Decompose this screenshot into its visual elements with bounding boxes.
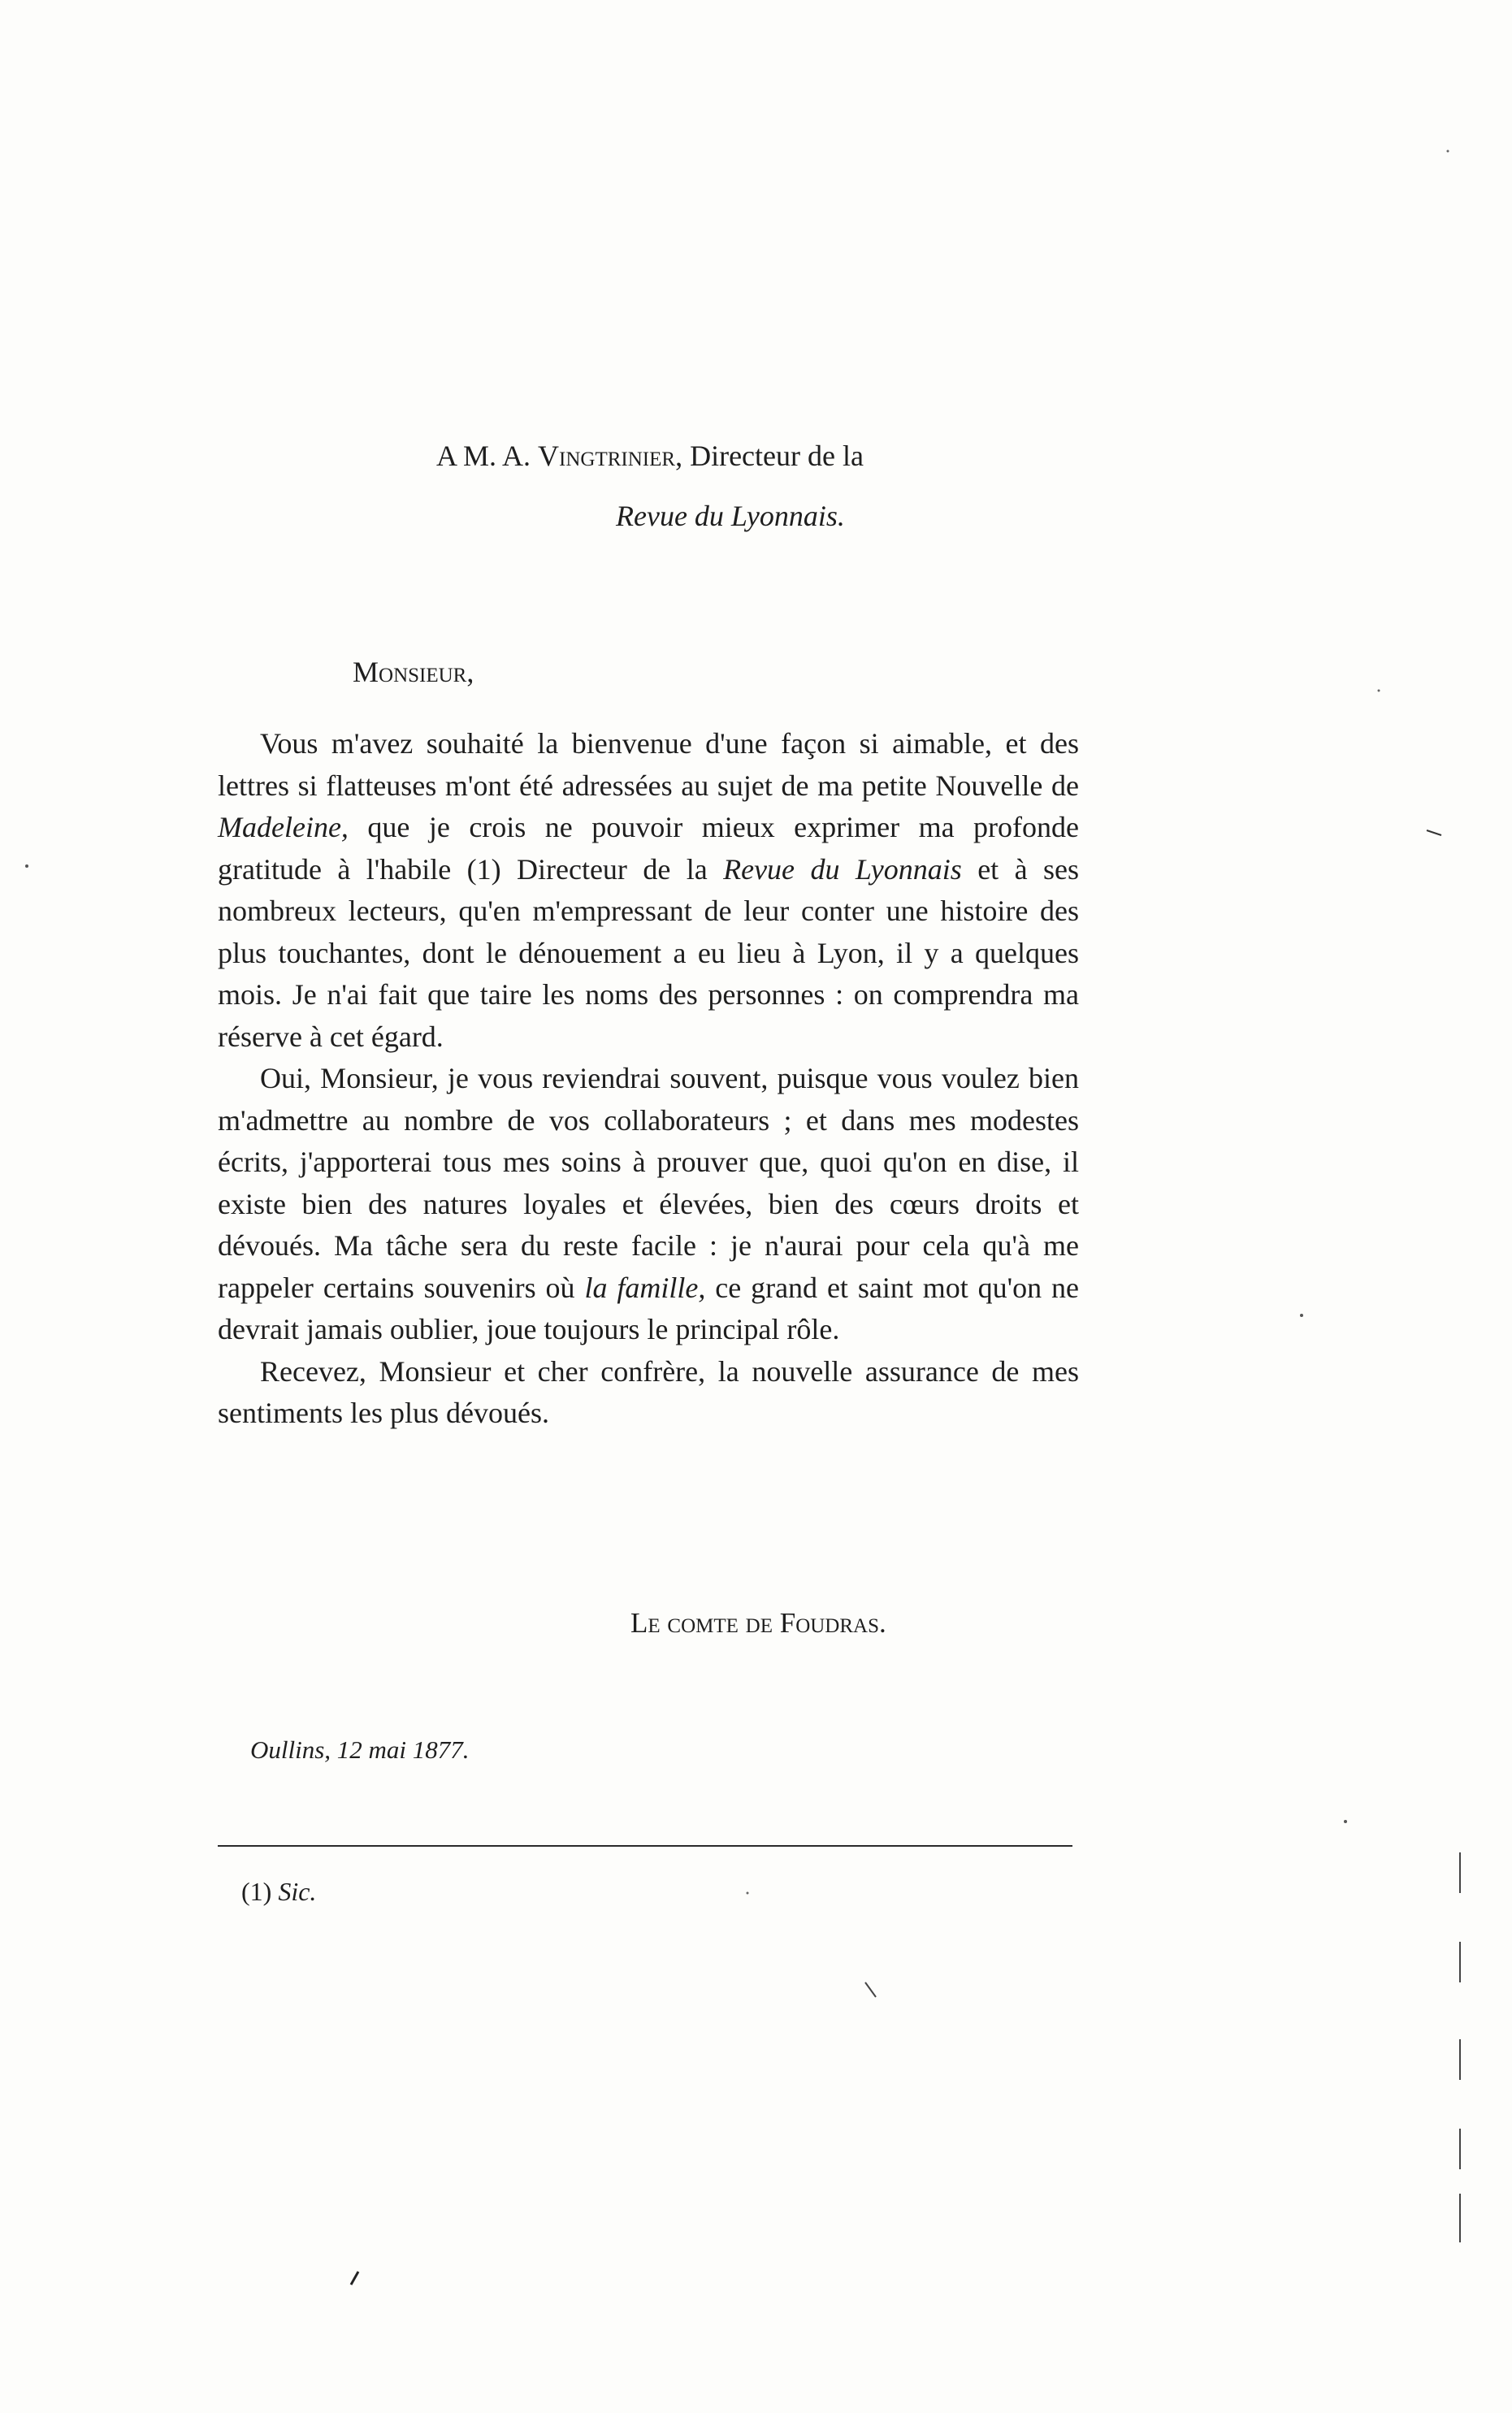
scan-speck <box>747 1892 749 1895</box>
footnote-marker: (1) <box>241 1877 272 1906</box>
addressee-line <box>436 439 864 473</box>
footnote-rule <box>218 1845 1072 1847</box>
scan-speck <box>1300 1314 1303 1317</box>
scan-speck <box>1447 150 1449 153</box>
journal-reference: Revue du Lyonnais <box>723 852 962 886</box>
scan-speck <box>25 864 28 868</box>
salutation: Monsieur, <box>353 656 474 688</box>
paragraph-1 <box>218 723 1079 1058</box>
dateline: Oullins, 12 mai 1877. <box>250 1735 470 1764</box>
signature: Le comte de Foudras. <box>630 1607 886 1639</box>
letter-body <box>218 723 1079 1435</box>
journal-title: Revue du Lyonnais. <box>616 500 845 532</box>
addressee-name: Vingtrinier <box>538 440 676 472</box>
scan-mark-stroke <box>865 1982 876 1997</box>
scan-speck <box>1378 690 1380 692</box>
emphasis-family: la famille, <box>584 1271 706 1304</box>
novel-title: Madeleine, <box>218 811 349 843</box>
addressee-role: , Directeur de la <box>675 440 864 472</box>
scan-speck <box>1344 1820 1347 1823</box>
paragraph-2-text-a: Oui, Monsieur, je vous reviendrai souvent, puisque vous voulez bien m'admettre au nombre de vos collaborateurs ; et dans mes modestes écrits, j'apporterai tous mes soins à prouver que, quoi qu'on en dise, il existe bien des natures loyales et élevées, bien des cœurs droits et dévoués. Ma tâche sera du reste facile : je n'aurai pour cela qu'à me rappeler certains souvenirs où <box>218 1062 1079 1304</box>
paragraph-2 <box>218 1058 1079 1351</box>
addressee-prefix: A M. A. <box>436 440 531 472</box>
footnote-text: Sic. <box>278 1877 317 1906</box>
paragraph-1-text-c: et à ses nombreux lecteurs, qu'en m'empressant de leur conter une histoire des plus touchantes, dont le dénouement a eu lieu à Lyon, il y a quelques mois. Je n'ai fait que taire les noms des personnes : on comprendra ma réserve à cet égard. <box>218 852 1079 1053</box>
scan-mark-dash <box>1427 830 1441 835</box>
paragraph-2-text-b: ce grand et saint mot qu'on ne devrait jamais oublier, joue toujours le principal rôle. <box>218 1271 1079 1345</box>
scan-mark-tick <box>351 2272 358 2285</box>
paragraph-1-text-a: Vous m'avez souhaité la bienvenue d'une façon si aimable, et des lettres si flatteuses m'ont été adressées au sujet de ma petite Nouvelle de <box>218 727 1079 802</box>
footnote <box>241 1877 316 1907</box>
paragraph-1-text-b: que je crois ne pouvoir mieux exprimer ma profonde gratitude à l'habile (1) Directeur de la <box>218 811 1079 886</box>
paragraph-3: Recevez, Monsieur et cher confrère, la nouvelle assurance de mes sentiments les plus dévoués. <box>218 1354 1079 1429</box>
